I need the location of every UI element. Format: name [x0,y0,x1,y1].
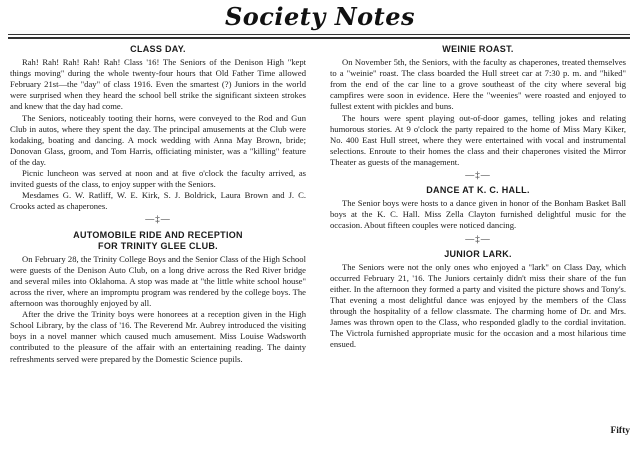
article-paragraph: The Seniors were not the only ones who enjoyed a "lark" on Class Day, which occurred February 21, '16. The Juniors certainly didn't miss their share of the fun either. In the afternoon they formed a party and visited the picture shows and Tony's. That evening a most delightful dance was enjoyed by the members of the Class through the hospitality of a fellow classmate. The charming home of Dr. and Mrs. James was thrown open to the Class, who responded gladly to the cordial invitation. The Victrola furnished appropriate music for the occasion and a most hilarious time ensued. [330,261,626,350]
article-heading: AUTOMOBILE RIDE AND RECEPTION [73,229,243,240]
article-paragraph: Mesdames G. W. Ratliff, W. E. Kirk, S. J. Boldrick, Laura Brown and J. C. Crooks acted as chaperones. [10,190,306,212]
section-ornament: —‡— [465,170,491,181]
article-paragraph: On February 28, the Trinity College Boys and the Senior Class of the High School were guests of the Denison Auto Club, on a long drive across the Red River bridge and several miles into Oklahoma. A stop was made at "the little white school house" across the river, where an impromptu program was rendered by the college boys. The afternoon was thoroughly enjoyed by all. [10,253,306,309]
article-class-day [10,44,306,212]
article-heading-line2: FOR TRINITY GLEE CLUB. [98,240,218,251]
article-paragraph: On November 5th, the Seniors, with the faculty as chaperones, treated themselves to a "weinie" roast. The class boarded the Hull street car at 7:30 p. m. and "hiked" from the end of the car line to a grove southeast of the city where several big campfires were soon in evidence. Here the "weenies" were roasted and enjoyed to fullest extent with pickles and buns. [330,57,626,112]
article-heading: CLASS DAY. [130,44,186,54]
article-paragraph: After the drive the Trinity boys were honorees at a reception given in the High School Library, by the class of '16. The Reverend Mr. Aubrey introduced the visiting boys in a novel manner which caused much amusement. Miss Louise Wadsworth contributed to the pleasure of the affair with an entertaining reading. The dainty refreshments served were prepared by the Domestic Science pupils. [10,309,306,364]
article-paragraph: The Seniors, noticeably tooting their horns, were conveyed to the Rod and Gun Club in autos, where they spent the day. The principal amusements at the Club were kodaking, boating and dancing. A mock wedding with Anna May Brown, bride; Donovan Glass, groom, and Tom Harris, officiating minister, was a "killing" feature of the day. [10,112,306,167]
article-paragraph: The hours were spent playing out-of-door games, telling jokes and relating humorous stories. At 9 o'clock the party repaired to the home of Miss Mary Kiker, No. 400 East Hull street, where they were entertained with vocal and instrumental selections. Enroute to their homes the class and their chaperones visited the Mirror Theater as guests of the management. [330,112,626,167]
article-heading: JUNIOR LARK. [444,248,512,259]
article-paragraph: Rah! Rah! Rah! Rah! Rah! Class '16! The Seniors of the Denison High "kept things moving" during the whole twenty-four hours that Old Father Time allowed February 21st—the "day" of class 1916. Even the smartest (?) Juniors in the world were surprised when they heard the school bell strike the significant sixteen strokes and knew that the day had come. [10,57,306,112]
section-ornament: —‡— [145,214,171,225]
header-rule-thin [8,34,630,35]
article-junior-lark [330,249,626,351]
article-dance-kc-hall [330,185,626,231]
article-paragraph: The Senior boys were hosts to a dance given in honor of the Bonham Basket Ball boys at the K. C. Hall. Miss Zella Clayton furnished delightful music for the occasion. About fifteen couples were noticed dancing. [330,198,626,231]
left-column [10,44,306,365]
right-column [330,44,626,350]
page-number: Fifty [610,426,630,436]
article-paragraph: Picnic luncheon was served at noon and at five o'clock the faculty arrived, as invited guests of the class, to enjoy supper with the Seniors. [10,168,306,190]
section-ornament: —‡— [465,233,491,244]
header-rule-thick [8,37,630,39]
article-automobile-ride [10,230,306,365]
page-title: Society Notes [224,2,416,31]
article-weinie-roast [330,44,626,168]
article-heading: WEINIE ROAST. [442,44,514,54]
article-heading: DANCE AT K. C. HALL. [426,185,530,196]
